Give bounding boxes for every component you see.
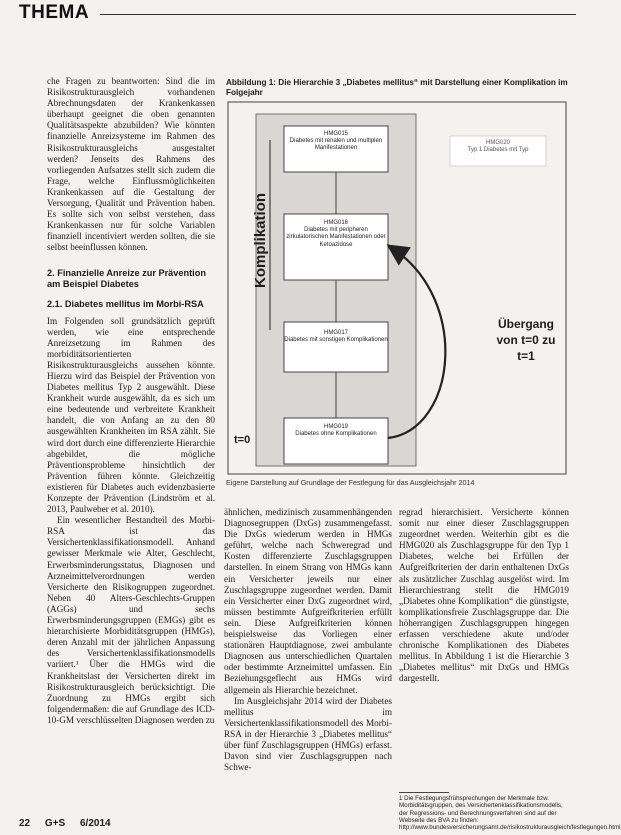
- paragraph: Im Folgenden soll grundsätzlich geprüft werden, wie eine entsprechende Anreizsetzung im Rahmen des morbiditätsorientierten Risikostrukturausgleichs aussehen könnte. Hierzu wird das Beispiel der Prävention von Diabetes mellitus Typ 2 ausgewählt. Diese Krankheit wurde ausgewählt, da es sich um eine bedeutende und verbreitete Krankheit handelt, die von Anfang an zu den 80 ausgewählten Krankheiten im RSA zählt. Sie wird dort durch eine differenzierte Hierarchie abgebildet, die mögliche Präventionsprobleme hinsichtlich der Prävention führen könnte. Gleichzeitig existieren für Diabetes auch evidenzbasierte Konzepte der Prävention (Lindström et al. 2013, Paulweber et al. 2010).: [47, 315, 215, 515]
- paragraph: che Fragen zu beantworten: Sind die im Risikostrukturausgleich vorhandenen Abrechnungsdaten der Krankenkassen überhaupt geeignet die oben genannten Qualitätsaspekte abzubilden? Wie könnten finanzielle Anreizsysteme im Rahmen des Risikostrukturausgleichs ausgestaltet werden? Jenseits des Rahmens des vorliegenden Aufsatzes stellt sich zudem die Frage, welche Einflussmöglichkeiten Krankenkassen auf die Gestaltung der Versorgung, Qualität und Prävention haben. Es sollte sich von selbst verstehen, dass Krankenkassen nur für solche Variablen finanziell incentiviert werden sollten, die sie selbst beeinflussen können.: [47, 76, 215, 253]
- paragraph: Ein wesentlicher Bestandteil des Morbi-RSA ist das Versichertenklassifikationsmodell. Anhand gewisser Merkmale wie Alter, Geschlecht, Erwerbsminderungsstatus, Diagnosen und Arzneimittelverordnungen werden Versicherte den Risikogruppen zugeordnet. Neben 40 Alters-Geschlechts-Gruppen (AGGs) und sechs Erwerbsminderungsgruppen (EMGs) gibt es hierarchisierte Morbiditätsgruppen (HMGs), deren Anzahl mit der jährlichen Anpassung des Versichertenklassifikationsmodells variiert.¹ Über die HMGs wird die Krankheitslast der Versicherten direkt im Risikostrukturausgleich berücksichtigt. Die Zuordnung zu HMGs ergibt sich folgendermaßen: die auf Grundlage des ICD-10-GM verschlüsselten Diagnosen werden zu: [47, 515, 215, 725]
- page-number: 22: [19, 818, 31, 829]
- page-footer: [19, 818, 123, 829]
- komplikation-label: Komplikation: [252, 192, 269, 288]
- journal-issue: 6/2014: [79, 818, 111, 829]
- hmg016-label: HMG016 Diabetes mit peripheren zirkulatorischen Manifestationen oder Ketoazidose: [286, 220, 386, 248]
- section-heading: 2. Finanzielle Anreize zur Prävention am Beispiel Diabetes: [47, 267, 206, 289]
- middle-column: [224, 507, 392, 773]
- header-rule: [100, 14, 576, 15]
- paragraph: Im Ausgleichsjahr 2014 wird der Diabetes mellitus im Versichertenklassifikationsmodell des Morbi-RSA in der Hierarchie 3 „Diabetes mellitus“ über fünf Zuschlagsgruppen (HMGs) erfasst. Davon sind vier Zuschlagsgruppen nach Schwe-: [224, 695, 392, 773]
- hmg017-label: HMG017 Diabetes mit sonstigen Komplikationen: [284, 330, 388, 344]
- journal-name: G+S: [44, 818, 66, 829]
- subsection-heading: 2.1. Diabetes mellitus im Morbi-RSA: [47, 298, 204, 309]
- figure-source: Eigene Darstellung auf Grundlage der Festlegung für das Ausgleichsjahr 2014: [226, 478, 475, 487]
- hmg015-label: HMG015 Diabetes mit renalen und multiplen Manifestationen: [289, 131, 383, 152]
- paragraph: regrad hierarchisiert. Versicherte können somit nur einer dieser Zuschlagsgruppen zugeordnet werden. Weiterhin gibt es die HMG020 als Zuschlagsgruppe für den Typ 1 Diabetes, welche bei Erfüllen der Aufgreifkriterien der darin enthaltenen DxGs als zusätzlicher Zuschlag ausgelöst wird. Im Hierarchiestrang stellt die HMG019 „Diabetes ohne Komplikation“ die günstigste, komplikationsfreie Zuschlagsgruppe dar. Die höherrangigen Zuschlagsgruppen hingegen erfassen verschiedene akute und/oder chronische Komplikationen des Diabetes mellitus. In Abbildung 1 ist die Hierarchie 3 „Diabetes mellitus“ mit DxGs und HMGs dargestellt.: [399, 507, 569, 684]
- footnote: 1 Die Festlegungsfrühsprechungen der Merkmale bzw. Morbiditätsgruppen, des Versichertenklassifikationsmodells, der Regressions- und Berechnungsverfahren sind auf der Webseite des BVA zu finden: http://www.bundesversicherungsamt.de/risikostrukturausgleich/festlegungen.html: [399, 795, 621, 832]
- transition-label: Übergang von t=0 zu t=1: [496, 317, 556, 363]
- section-title: THEMA: [19, 2, 90, 23]
- hmg019-label: HMG019 Diabetes ohne Komplikationen: [295, 424, 377, 438]
- paragraph: ähnlichen, medizinisch zusammenhängenden Diagnosegruppen (DxGs) zusammengefasst. Die DxGs wiederum werden in HMGs geführt, welche nach Schweregrad und Kosten differenzierte Zuschlagsgruppen darstellen. In einem Strang von HMGs kann ein Versicherter jeweils nur einer Zuschlagsgruppe zugeordnet werden. Damit ein Versicherter einer DxG zugeordnet wird, müssen bestimmte Aufgreifkriterien erfüllt sein. Diese Aufgreifkriterien können beispielsweise das Vorliegen einer stationären Hauptdiagnose, zwei ambulante Diagnosen aus unterschiedlichen Quartalen oder bestimmte Arzneimittel umfassen. Ein Beziehungsgeflecht aus HMGs wird allgemein als Hierarchie bezeichnet.: [224, 507, 392, 695]
- figure-title: Abbildung 1: Die Hierarchie 3 „Diabetes mellitus“ mit Darstellung einer Komplikation im Folgejahr: [226, 78, 568, 97]
- hierarchy-diagram: [226, 100, 568, 475]
- t0-label: t=0: [234, 434, 251, 446]
- figure: [226, 78, 568, 488]
- right-column: [399, 507, 569, 685]
- hmg020-label: HMG020 Typ 1 Diabetes mit Typ: [467, 140, 529, 154]
- footnote-rule: [399, 792, 449, 793]
- left-column: [47, 76, 215, 726]
